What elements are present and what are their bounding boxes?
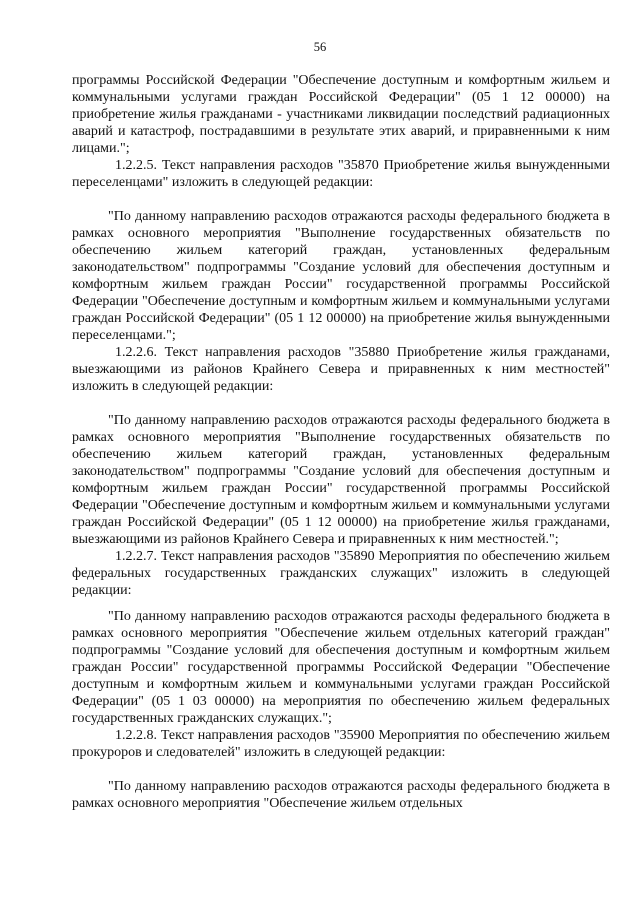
document-body xyxy=(72,72,610,812)
quoted-paragraph: "По данному направлению расходов отражаются расходы федерального бюджета в рамках основного мероприятия "Выполнение государственных обязательств по обеспечению жильем категорий граждан, установленных федеральным законодательством" подпрограммы "Создание условий для обеспечения доступным и комфортным жильем граждан России" государственной программы Российской Федерации "Обеспечение доступным и комфортным жильем и коммунальными услугами граждан Российской Федерации" (05 1 12 00000) на приобретение жилья вынужденными переселенцами."; xyxy=(72,209,610,343)
paragraph: программы Российской Федерации "Обеспечение доступным и комфортным жильем и коммунальными услугами граждан Российской Федерации" (05 1 12 00000) на приобретение жилья гражданами - участниками ликвидации последствий радиационных аварий и катастроф, пострадавшими в результате этих аварий, и приравненными к ним лицами."; xyxy=(72,73,610,156)
paragraph-item-1-2-2-6: 1.2.2.6. Текст направления расходов "35880 Приобретение жилья гражданами, выезжающими из районов Крайнего Севера и приравненных к ним местностей" изложить в следующей редакции: xyxy=(72,345,610,394)
paragraph-item-1-2-2-7: 1.2.2.7. Текст направления расходов "35890 Мероприятия по обеспечению жильем федеральных государственных гражданских служащих" изложить в следующей редакции: xyxy=(72,549,610,598)
quoted-paragraph: "По данному направлению расходов отражаются расходы федерального бюджета в рамках основного мероприятия "Обеспечение жильем отдельных xyxy=(72,779,610,811)
paragraph-item-1-2-2-5: 1.2.2.5. Текст направления расходов "35870 Приобретение жилья вынужденными переселенцами" изложить в следующей редакции: xyxy=(72,158,610,190)
page-number: 56 xyxy=(313,40,327,54)
quoted-paragraph: "По данному направлению расходов отражаются расходы федерального бюджета в рамках основного мероприятия "Обеспечение жильем отдельных категорий граждан" подпрограммы "Создание условий для обеспечения доступным и комфортным жильем граждан России" государственной программы Российской Федерации "Обеспечение доступным и комфортным жильем и коммунальными услугами граждан Российской Федерации" (05 1 03 00000) на мероприятия по обеспечению жильем федеральных государственных гражданских служащих."; xyxy=(72,609,610,726)
quoted-paragraph: "По данному направлению расходов отражаются расходы федерального бюджета в рамках основного мероприятия "Выполнение государственных обязательств по обеспечению жильем категорий граждан, установленных федеральным законодательством" подпрограммы "Создание условий для обеспечения доступным и комфортным жильем граждан России" государственной программы Российской Федерации "Обеспечение доступным и комфортным жильем и коммунальными услугами граждан Российской Федерации" (05 1 12 00000) на приобретение жилья гражданами, выезжающими из районов Крайнего Севера и приравненных к ним местностей."; xyxy=(72,413,610,547)
paragraph-item-1-2-2-8: 1.2.2.8. Текст направления расходов "35900 Мероприятия по обеспечению жильем прокуроров и следователей" изложить в следующей редакции: xyxy=(72,728,610,760)
